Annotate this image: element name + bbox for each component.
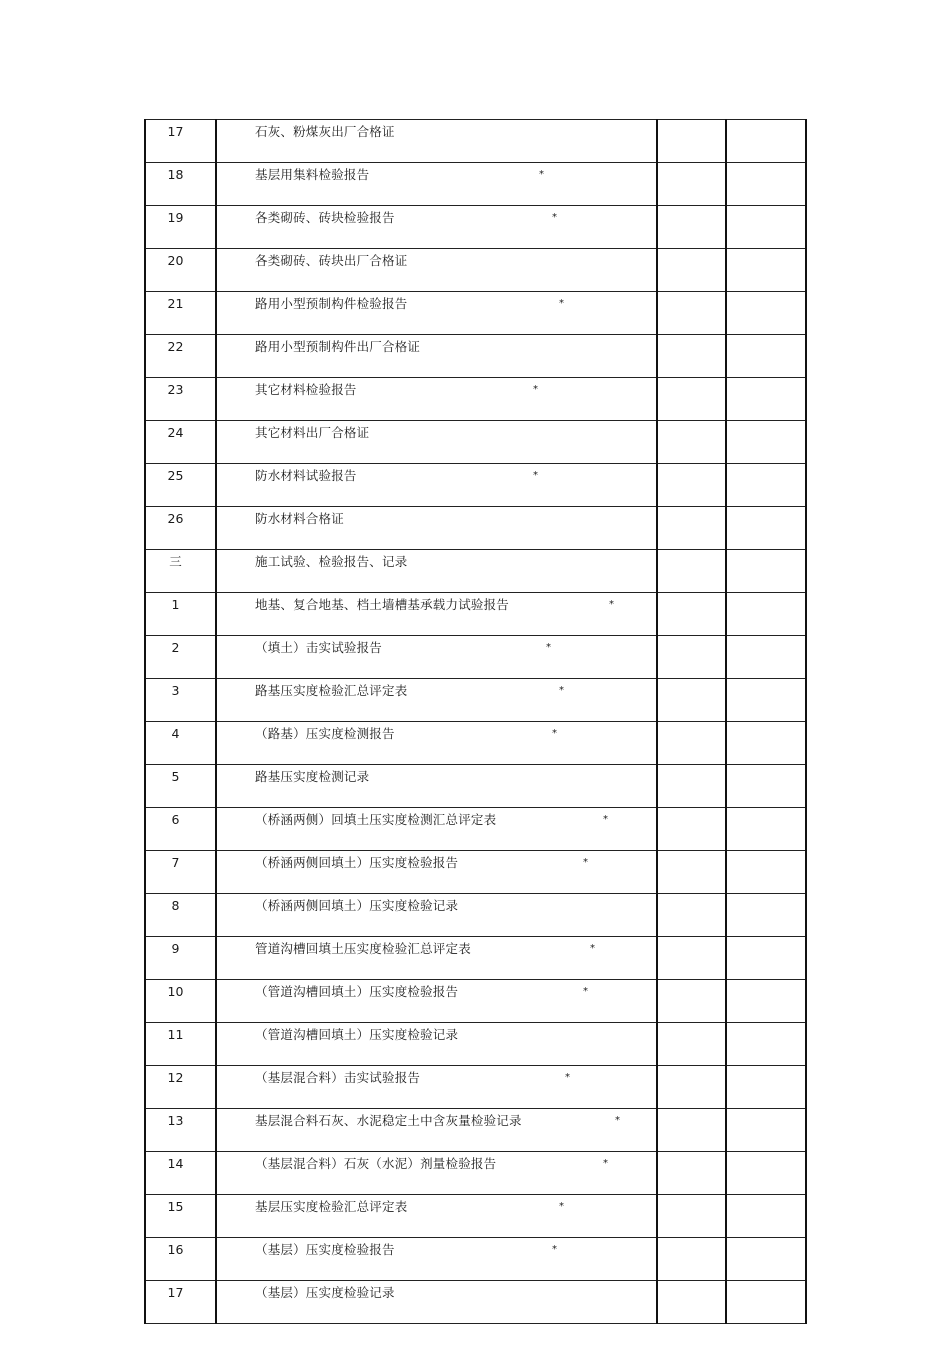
row-number: 15 bbox=[145, 1195, 216, 1238]
row-name-cell bbox=[216, 1281, 657, 1324]
table-row bbox=[145, 292, 806, 335]
table-row bbox=[145, 808, 806, 851]
row-number: 5 bbox=[145, 765, 216, 808]
table-row bbox=[145, 1109, 806, 1152]
row-name: （基层）压实度检验报告 bbox=[255, 1242, 395, 1257]
row-name: 路基压实度检测记录 bbox=[255, 769, 370, 784]
required-mark: * bbox=[552, 212, 557, 223]
blank-cell-a bbox=[657, 507, 726, 550]
required-mark: * bbox=[559, 298, 564, 309]
row-name: （路基）压实度检测报告 bbox=[255, 726, 395, 741]
row-name: 基层用集料检验报告 bbox=[255, 167, 370, 182]
blank-cell-b bbox=[726, 206, 806, 249]
blank-cell-a bbox=[657, 593, 726, 636]
blank-cell-a bbox=[657, 980, 726, 1023]
table-row bbox=[145, 937, 806, 980]
blank-cell-b bbox=[726, 421, 806, 464]
required-mark: * bbox=[590, 943, 595, 954]
row-number: 9 bbox=[145, 937, 216, 980]
blank-cell-a bbox=[657, 1109, 726, 1152]
document-table bbox=[144, 119, 807, 1324]
table-row bbox=[145, 1152, 806, 1195]
row-number: 16 bbox=[145, 1238, 216, 1281]
blank-cell-a bbox=[657, 163, 726, 206]
table-row bbox=[145, 1195, 806, 1238]
required-mark: * bbox=[583, 857, 588, 868]
required-mark: * bbox=[559, 685, 564, 696]
row-number: 19 bbox=[145, 206, 216, 249]
table-row bbox=[145, 550, 806, 593]
required-mark: * bbox=[609, 599, 614, 610]
blank-cell-a bbox=[657, 1238, 726, 1281]
row-name: 石灰、粉煤灰出厂合格证 bbox=[255, 124, 395, 139]
table-row bbox=[145, 421, 806, 464]
row-number: 25 bbox=[145, 464, 216, 507]
row-name-cell bbox=[216, 851, 657, 894]
row-name-cell bbox=[216, 679, 657, 722]
required-mark: * bbox=[565, 1072, 570, 1083]
table-body bbox=[145, 120, 806, 1324]
blank-cell-a bbox=[657, 335, 726, 378]
blank-cell-a bbox=[657, 1281, 726, 1324]
row-name-cell bbox=[216, 378, 657, 421]
row-name-cell bbox=[216, 937, 657, 980]
blank-cell-b bbox=[726, 894, 806, 937]
row-name: （基层混合料）击实试验报告 bbox=[255, 1070, 421, 1085]
row-number: 3 bbox=[145, 679, 216, 722]
row-number: 22 bbox=[145, 335, 216, 378]
row-name-cell bbox=[216, 335, 657, 378]
blank-cell-a bbox=[657, 1066, 726, 1109]
table-row bbox=[145, 679, 806, 722]
row-name-cell bbox=[216, 507, 657, 550]
row-name: （桥涵两侧）回填土压实度检测汇总评定表 bbox=[255, 812, 497, 827]
row-name: 施工试验、检验报告、记录 bbox=[255, 554, 408, 569]
table-row bbox=[145, 464, 806, 507]
row-number: 6 bbox=[145, 808, 216, 851]
row-name: （管道沟槽回填土）压实度检验记录 bbox=[255, 1027, 459, 1042]
row-name-cell bbox=[216, 464, 657, 507]
blank-cell-a bbox=[657, 550, 726, 593]
row-name: 各类砌砖、砖块检验报告 bbox=[255, 210, 395, 225]
row-name: （桥涵两侧回填土）压实度检验记录 bbox=[255, 898, 459, 913]
required-mark: * bbox=[583, 986, 588, 997]
blank-cell-b bbox=[726, 722, 806, 765]
blank-cell-b bbox=[726, 636, 806, 679]
blank-cell-a bbox=[657, 421, 726, 464]
row-name-cell bbox=[216, 1066, 657, 1109]
row-name-cell bbox=[216, 421, 657, 464]
blank-cell-b bbox=[726, 507, 806, 550]
blank-cell-a bbox=[657, 894, 726, 937]
required-mark: * bbox=[559, 1201, 564, 1212]
blank-cell-b bbox=[726, 464, 806, 507]
row-number: 18 bbox=[145, 163, 216, 206]
table-row bbox=[145, 636, 806, 679]
table-row bbox=[145, 163, 806, 206]
blank-cell-a bbox=[657, 937, 726, 980]
table-row bbox=[145, 1023, 806, 1066]
row-name-cell bbox=[216, 1238, 657, 1281]
blank-cell-b bbox=[726, 1066, 806, 1109]
required-mark: * bbox=[552, 1244, 557, 1255]
table-row bbox=[145, 765, 806, 808]
blank-cell-b bbox=[726, 1238, 806, 1281]
blank-cell-b bbox=[726, 120, 806, 163]
row-name: 地基、复合地基、档土墙槽基承载力试验报告 bbox=[255, 597, 510, 612]
blank-cell-a bbox=[657, 249, 726, 292]
row-number: 13 bbox=[145, 1109, 216, 1152]
blank-cell-b bbox=[726, 808, 806, 851]
table-row bbox=[145, 206, 806, 249]
table-row bbox=[145, 378, 806, 421]
blank-cell-b bbox=[726, 292, 806, 335]
blank-cell-b bbox=[726, 980, 806, 1023]
row-name: （基层混合料）石灰（水泥）剂量检验报告 bbox=[255, 1156, 497, 1171]
required-mark: * bbox=[552, 728, 557, 739]
blank-cell-b bbox=[726, 937, 806, 980]
row-number: 17 bbox=[145, 1281, 216, 1324]
blank-cell-a bbox=[657, 1023, 726, 1066]
table-row bbox=[145, 120, 806, 163]
blank-cell-b bbox=[726, 550, 806, 593]
blank-cell-a bbox=[657, 292, 726, 335]
row-number: 4 bbox=[145, 722, 216, 765]
row-number: 12 bbox=[145, 1066, 216, 1109]
blank-cell-a bbox=[657, 765, 726, 808]
row-name: 各类砌砖、砖块出厂合格证 bbox=[255, 253, 408, 268]
required-mark: * bbox=[603, 1158, 608, 1169]
blank-cell-b bbox=[726, 1023, 806, 1066]
table-row bbox=[145, 722, 806, 765]
row-number: 8 bbox=[145, 894, 216, 937]
row-number: 21 bbox=[145, 292, 216, 335]
row-number: 14 bbox=[145, 1152, 216, 1195]
row-name: 路用小型预制构件检验报告 bbox=[255, 296, 408, 311]
blank-cell-b bbox=[726, 1195, 806, 1238]
blank-cell-b bbox=[726, 593, 806, 636]
row-number: 26 bbox=[145, 507, 216, 550]
row-name: 路用小型预制构件出厂合格证 bbox=[255, 339, 421, 354]
row-number: 三 bbox=[145, 550, 216, 593]
row-name: 基层压实度检验汇总评定表 bbox=[255, 1199, 408, 1214]
table-row bbox=[145, 894, 806, 937]
blank-cell-b bbox=[726, 851, 806, 894]
row-name-cell bbox=[216, 163, 657, 206]
table-row bbox=[145, 507, 806, 550]
row-name: （基层）压实度检验记录 bbox=[255, 1285, 395, 1300]
blank-cell-a bbox=[657, 636, 726, 679]
row-number: 17 bbox=[145, 120, 216, 163]
row-name-cell bbox=[216, 980, 657, 1023]
row-name: 管道沟槽回填土压实度检验汇总评定表 bbox=[255, 941, 471, 956]
blank-cell-a bbox=[657, 206, 726, 249]
row-name-cell bbox=[216, 249, 657, 292]
row-name: （桥涵两侧回填土）压实度检验报告 bbox=[255, 855, 459, 870]
required-mark: * bbox=[546, 642, 551, 653]
row-name-cell bbox=[216, 765, 657, 808]
row-number: 7 bbox=[145, 851, 216, 894]
blank-cell-a bbox=[657, 851, 726, 894]
row-name-cell bbox=[216, 636, 657, 679]
blank-cell-a bbox=[657, 120, 726, 163]
blank-cell-a bbox=[657, 808, 726, 851]
blank-cell-a bbox=[657, 722, 726, 765]
blank-cell-b bbox=[726, 163, 806, 206]
table-row bbox=[145, 1066, 806, 1109]
blank-cell-b bbox=[726, 1109, 806, 1152]
row-name: 路基压实度检验汇总评定表 bbox=[255, 683, 408, 698]
row-name-cell bbox=[216, 120, 657, 163]
row-name-cell bbox=[216, 206, 657, 249]
row-name: 其它材料检验报告 bbox=[255, 382, 357, 397]
required-mark: * bbox=[603, 814, 608, 825]
required-mark: * bbox=[533, 384, 538, 395]
blank-cell-b bbox=[726, 378, 806, 421]
row-number: 23 bbox=[145, 378, 216, 421]
row-name: （填土）击实试验报告 bbox=[255, 640, 383, 655]
table-row bbox=[145, 980, 806, 1023]
row-name: 其它材料出厂合格证 bbox=[255, 425, 370, 440]
blank-cell-a bbox=[657, 464, 726, 507]
row-number: 2 bbox=[145, 636, 216, 679]
row-number: 24 bbox=[145, 421, 216, 464]
row-name-cell bbox=[216, 894, 657, 937]
blank-cell-b bbox=[726, 335, 806, 378]
row-name: （管道沟槽回填土）压实度检验报告 bbox=[255, 984, 459, 999]
table-row bbox=[145, 249, 806, 292]
blank-cell-b bbox=[726, 249, 806, 292]
row-number: 10 bbox=[145, 980, 216, 1023]
row-name-cell bbox=[216, 550, 657, 593]
blank-cell-a bbox=[657, 1195, 726, 1238]
blank-cell-b bbox=[726, 679, 806, 722]
row-name-cell bbox=[216, 808, 657, 851]
row-name-cell bbox=[216, 1195, 657, 1238]
blank-cell-a bbox=[657, 679, 726, 722]
table-row bbox=[145, 593, 806, 636]
row-number: 1 bbox=[145, 593, 216, 636]
blank-cell-a bbox=[657, 378, 726, 421]
table-row bbox=[145, 851, 806, 894]
row-name-cell bbox=[216, 722, 657, 765]
blank-cell-b bbox=[726, 1281, 806, 1324]
row-name-cell bbox=[216, 1109, 657, 1152]
blank-cell-b bbox=[726, 765, 806, 808]
required-mark: * bbox=[539, 169, 544, 180]
row-name-cell bbox=[216, 593, 657, 636]
row-number: 20 bbox=[145, 249, 216, 292]
required-mark: * bbox=[533, 470, 538, 481]
required-mark: * bbox=[615, 1115, 620, 1126]
row-number: 11 bbox=[145, 1023, 216, 1066]
row-name-cell bbox=[216, 1023, 657, 1066]
row-name: 防水材料合格证 bbox=[255, 511, 344, 526]
table-row bbox=[145, 1281, 806, 1324]
row-name-cell bbox=[216, 292, 657, 335]
row-name: 基层混合料石灰、水泥稳定土中含灰量检验记录 bbox=[255, 1113, 522, 1128]
row-name: 防水材料试验报告 bbox=[255, 468, 357, 483]
blank-cell-b bbox=[726, 1152, 806, 1195]
table-row bbox=[145, 335, 806, 378]
table-row bbox=[145, 1238, 806, 1281]
row-name-cell bbox=[216, 1152, 657, 1195]
blank-cell-a bbox=[657, 1152, 726, 1195]
